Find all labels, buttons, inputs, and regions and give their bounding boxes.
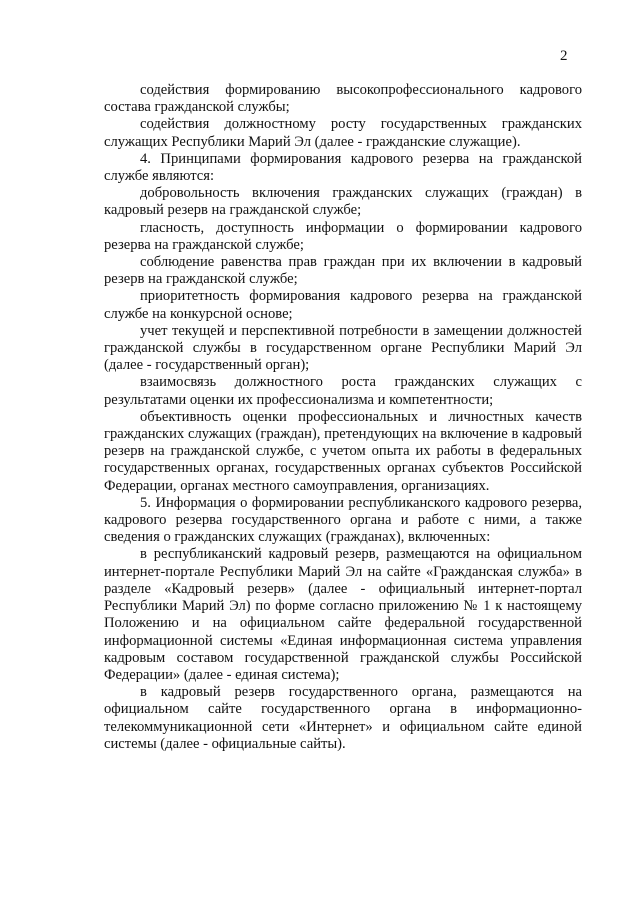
paragraph: взаимосвязь должностного роста гражданских служащих с результатами оценки их профессионализма и компетентности; xyxy=(104,374,582,408)
paragraph: содействия формированию высокопрофессионального кадрового состава гражданской службы; xyxy=(104,82,582,116)
paragraph: содействия должностному росту государственных гражданских служащих Республики Марий Эл (далее - гражданские служащие). xyxy=(104,116,582,150)
paragraph: добровольность включения гражданских служащих (граждан) в кадровый резерв на гражданской службе; xyxy=(104,185,582,219)
paragraph: объективность оценки профессиональных и личностных качеств гражданских служащих (граждан), претендующих на включение в кадровый резерв на гражданской службе, с учетом опыта их работы в федеральных государственных органах, государственных органах субъектов Российской Федерации, органах местного самоуправления, организациях. xyxy=(104,408,582,494)
paragraph: соблюдение равенства прав граждан при их включении в кадровый резерв на гражданской службе; xyxy=(104,254,582,288)
paragraph: в кадровый резерв государственного органа, размещаются на официальном сайте государственного органа в информационно-телекоммуникационной сети «Интернет» и официальном сайте единой системы (далее - официальные сайты). xyxy=(104,684,582,752)
paragraph: учет текущей и перспективной потребности в замещении должностей гражданской службы в государственном органе Республики Марий Эл (далее - государственный орган); xyxy=(104,322,582,374)
page-number: 2 xyxy=(560,48,568,64)
paragraph: 4. Принципами формирования кадрового резерва на гражданской службе являются: xyxy=(104,150,582,185)
paragraph: в республиканский кадровый резерв, размещаются на официальном интернет-портале Республики Марий Эл на сайте «Гражданская служба» в разделе «Кадровый резерв» (далее - официальный интернет-портал Республики Марий Эл) по форме согласно приложению № 1 к настоящему Положению и на официальном сайте федеральной государственной информационной системы «Единая информационная система управления кадровым составом государственной гражданской службы Российской Федерации» (далее - единая система); xyxy=(104,546,582,683)
paragraph: гласность, доступность информации о формировании кадрового резерва на гражданской службе; xyxy=(104,219,582,253)
document-body xyxy=(104,82,582,753)
paragraph: 5. Информация о формировании республиканского кадрового резерва, кадрового резерва государственного органа и работе с ними, а также сведения о гражданских служащих (гражданах), включенных: xyxy=(104,494,582,546)
paragraph: приоритетность формирования кадрового резерва на гражданской службе на конкурсной основе; xyxy=(104,288,582,322)
